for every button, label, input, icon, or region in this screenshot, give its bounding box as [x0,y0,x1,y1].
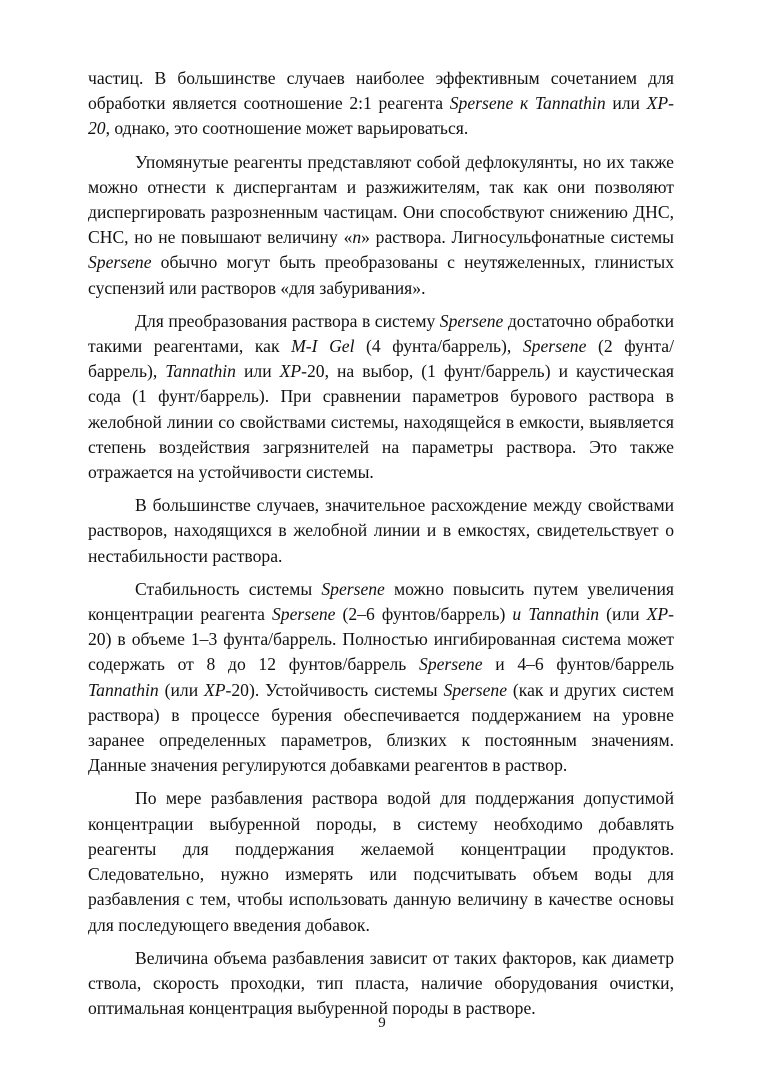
paragraph-1 [88,66,674,142]
italic-term: Spersene [271,604,336,625]
body-text [88,66,674,1029]
text-run: Стабильность системы [135,578,322,599]
text-run: -20) в объеме 1–3 фунта/баррель. Полностью ингибированная система может содержать от 8 до 12 фунтов/баррель [88,604,674,675]
text-run: и 4–6 фунтов/баррель [482,654,674,675]
italic-term: XP [279,361,302,382]
paragraph-7 [88,946,674,1022]
text-run: или [605,93,647,114]
text-run: (2 фунта/ баррель), [88,336,674,382]
text-run: -20). Устойчивость системы [225,679,444,700]
text-run [513,93,520,113]
text-run: частиц. В большинстве случаев наиболее эффективным сочетанием для обработки является соотношение 2:1 реагента [88,68,674,114]
text-run: Для преобразования раствора в систему [135,310,440,331]
text-run: или [235,361,280,382]
text-run: достаточно обработки такими реагентами, как [88,310,674,357]
italic-term: XP [646,604,669,625]
text-run: » раствора. Лигносульфонатные системы [361,227,675,248]
italic-term: Spersene [439,310,504,331]
italic-term: Spersene [321,578,385,599]
italic-term: Tannathin [165,361,236,382]
text-run: (4 фунта/баррель), [354,336,523,357]
italic-term: n [352,227,362,248]
italic-term: Spersene [88,252,152,273]
text-run: (2–6 фунтов/баррель) [335,604,513,625]
italic-term: M-I Gel [291,336,355,357]
text-run: -20, на выбор, (1 фунт/баррель) и каустическая сода (1 фунт/баррель). При сравнении параметров бурового раствора в желобной линии со свойствами системы, находящейся в емкости, выявляется степень воздействия загрязнителей на параметры раствора. Это также отражается на устойчивости системы. [88,361,674,483]
italic-term: Spersene [419,654,483,675]
italic-term: Tannathin [88,679,159,700]
text-run: (или [599,604,647,625]
italic-term: Spersene [522,336,587,357]
text-run: (как и других систем раствора) в процессе бурения обеспечивается поддержанием на уровне заранее определенных параметров, близких к постоянным значениям. Данные значения регулируются добавками реагентов в раствор. [88,679,674,776]
text-run: В большинстве случаев, значительное расхождение между свойствами растворов, находящихся в желобной линии и в емкостях, свидетельствует о нестабильности раствора. [88,495,674,566]
text-run: (или [158,679,205,700]
text-run: обычно могут быть преобразованы с неутяжеленных, глинистых суспензий или растворов «для забуривания». [88,252,674,298]
text-run: можно повысить путем увеличения концентрации реагента [88,578,674,625]
paragraph-4 [88,493,674,569]
page-number: 9 [378,1015,386,1031]
paragraph-6 [88,786,674,937]
text-run: Величина объема разбавления зависит от таких факторов, как диаметр ствола, скорость проходки, тип пласта, наличие оборудования очистки, оптимальная концентрация выбуренной породы в растворе. [88,947,674,1019]
paragraph-3 [88,309,674,485]
paragraph-5 [88,577,674,779]
text-run: , однако, это соотношение может варьироваться. [105,118,469,139]
text-run: По мере разбавления раствора водой для поддержания допустимой концентрации выбуренной породы, в систему необходимо добавлять реагенты для поддержания желаемой концентрации продуктов. Следовательно, нужно измерять или подсчитывать объем воды для разбавления с тем, чтобы использовать данную величину в качестве основы для последующего введения добавок. [88,788,674,935]
italic-term: к Tannathin [519,93,606,114]
italic-term: XP-20 [88,93,674,139]
text-run: Упомянутые реагенты представляют собой дефлокулянты, но их также можно отнести к диспергантам и разжижителям, так как они позволяют диспергировать разрозненным частицам. Они способствуют снижению ДНС, СНС, но не повышают величину « [88,151,674,248]
italic-term: Spersene [443,679,508,700]
paragraph-2 [88,150,674,301]
italic-term: и Tannathin [512,604,600,625]
italic-term: XP [204,679,226,700]
italic-term: Spersene [449,93,514,114]
